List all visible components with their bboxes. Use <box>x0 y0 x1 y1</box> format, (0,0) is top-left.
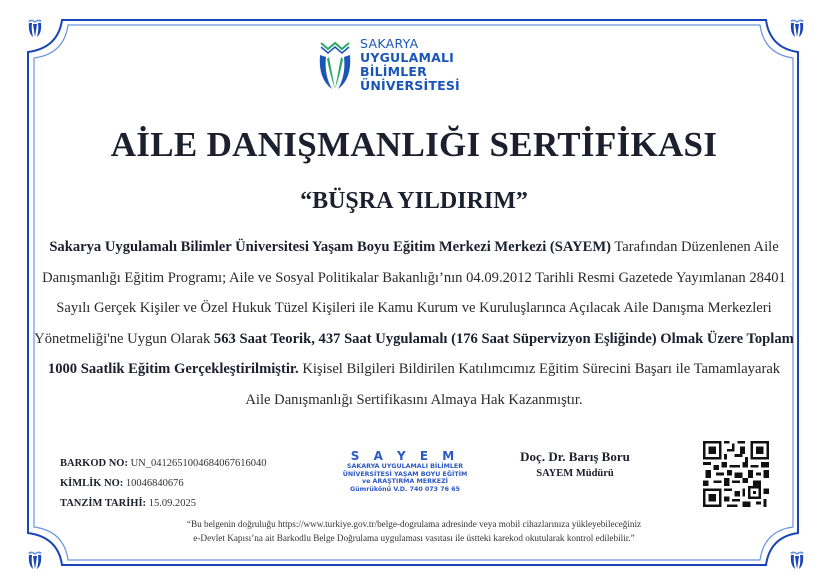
corner-logo-icon <box>27 17 43 39</box>
barcode-label: BARKOD NO: <box>60 458 128 469</box>
date-row <box>60 494 267 514</box>
certificate-body <box>34 232 794 416</box>
verification-note-line1: “Bu belgenin doğruluğu https://www.turkiye.gov.tr/belge-dogrulama adresinde veya mobil cihazlarınıza yükleyebileceğiniz <box>186 519 642 529</box>
corner-logo-icon <box>789 17 805 39</box>
id-value: 10046840676 <box>125 478 184 489</box>
corner-logo-icon <box>789 549 805 571</box>
verification-note <box>80 517 748 545</box>
stamp-line: ve ARAŞTIRMA MERKEZİ <box>361 478 449 485</box>
body-segment: Tarafından Düzenlenen Aile Danışmanlığı Eğitim Programı; Aile ve Sosyal Politikalar Bakanlığı’nın 04.09.2012 Tarihli Resmi Gazetede Yayımlanan 28401 Sayılı Gerçek Kişiler ve Özel Hukuk Tüzel Kişileri ile Kamu Kurum ve Kuruluşlarınca Açılacak Aile Danışma Merkezleri Yönetmeliği'ne Uygun Olarak <box>34 239 786 347</box>
corner-logo-icon <box>27 549 43 571</box>
university-name-line1: SAKARYA <box>360 36 419 51</box>
signer-block <box>500 449 650 483</box>
qr-code-icon[interactable] <box>703 441 769 507</box>
recipient-name: “BÜŞRA YILDIRIM” <box>300 188 528 214</box>
stamp-line: SAKARYA UYGULAMALI BİLİMLER <box>346 463 464 470</box>
university-name-line3: ÜNİVERSİTESİ <box>360 78 460 93</box>
signer-name: Doç. Dr. Barış Boru <box>520 449 630 464</box>
barcode-value: UN_04126510046840676160​40 <box>130 458 267 469</box>
sayem-stamp <box>330 449 480 493</box>
id-row <box>60 474 267 494</box>
certificate-title: AİLE DANIŞMANLIĞI SERTİFİKASI <box>110 125 718 164</box>
university-name-line2: UYGULAMALI BİLİMLER <box>360 50 454 79</box>
stamp-line: Gümrükönü V.D. 740 073 76 65 <box>350 485 460 493</box>
body-segment: Kişisel Bilgileri Bildirilen Katılımcımız Eğitim Sürecini Başarı ile Tamamlayarak Aile Danışmanlığı Sertifikasını Almaya Hak Kazanmıştır. <box>245 361 781 408</box>
university-logo <box>318 37 518 93</box>
verification-note-line2: e-Devlet Kapısı’na ait Barkodlu Belge Doğrulama uygulaması vasıtası ile üstteki karekod okutularak kontrol edilebilir.” <box>193 533 635 543</box>
date-value: 15.09.2025 <box>148 498 196 509</box>
body-segment: Sakarya Uygulamalı Bilimler Üniversitesi Yaşam Boyu Eğitim Merkezi Merkezi (SAYEM) <box>49 239 611 255</box>
certificate-meta <box>60 454 267 514</box>
date-label: TANZİM TARİHİ: <box>60 498 147 509</box>
signer-role: SAYEM Müdürü <box>536 468 614 479</box>
stamp-title: S A Y E M <box>350 449 460 463</box>
barcode-row <box>60 454 267 474</box>
stamp-line: ÜNİVERSİTESİ YAŞAM BOYU EĞİTİM <box>342 470 468 478</box>
id-label: KİMLİK NO: <box>60 478 124 489</box>
university-emblem-icon <box>318 39 352 91</box>
body-segment: 563 Saat Teorik, 437 Saat Uygulamalı (176 Saat Süpervizyon Eşliğinde) Olmak Üzere Toplam 1000 Saatlik Eğitim Gerçekleştirilmiştir. <box>47 330 794 378</box>
